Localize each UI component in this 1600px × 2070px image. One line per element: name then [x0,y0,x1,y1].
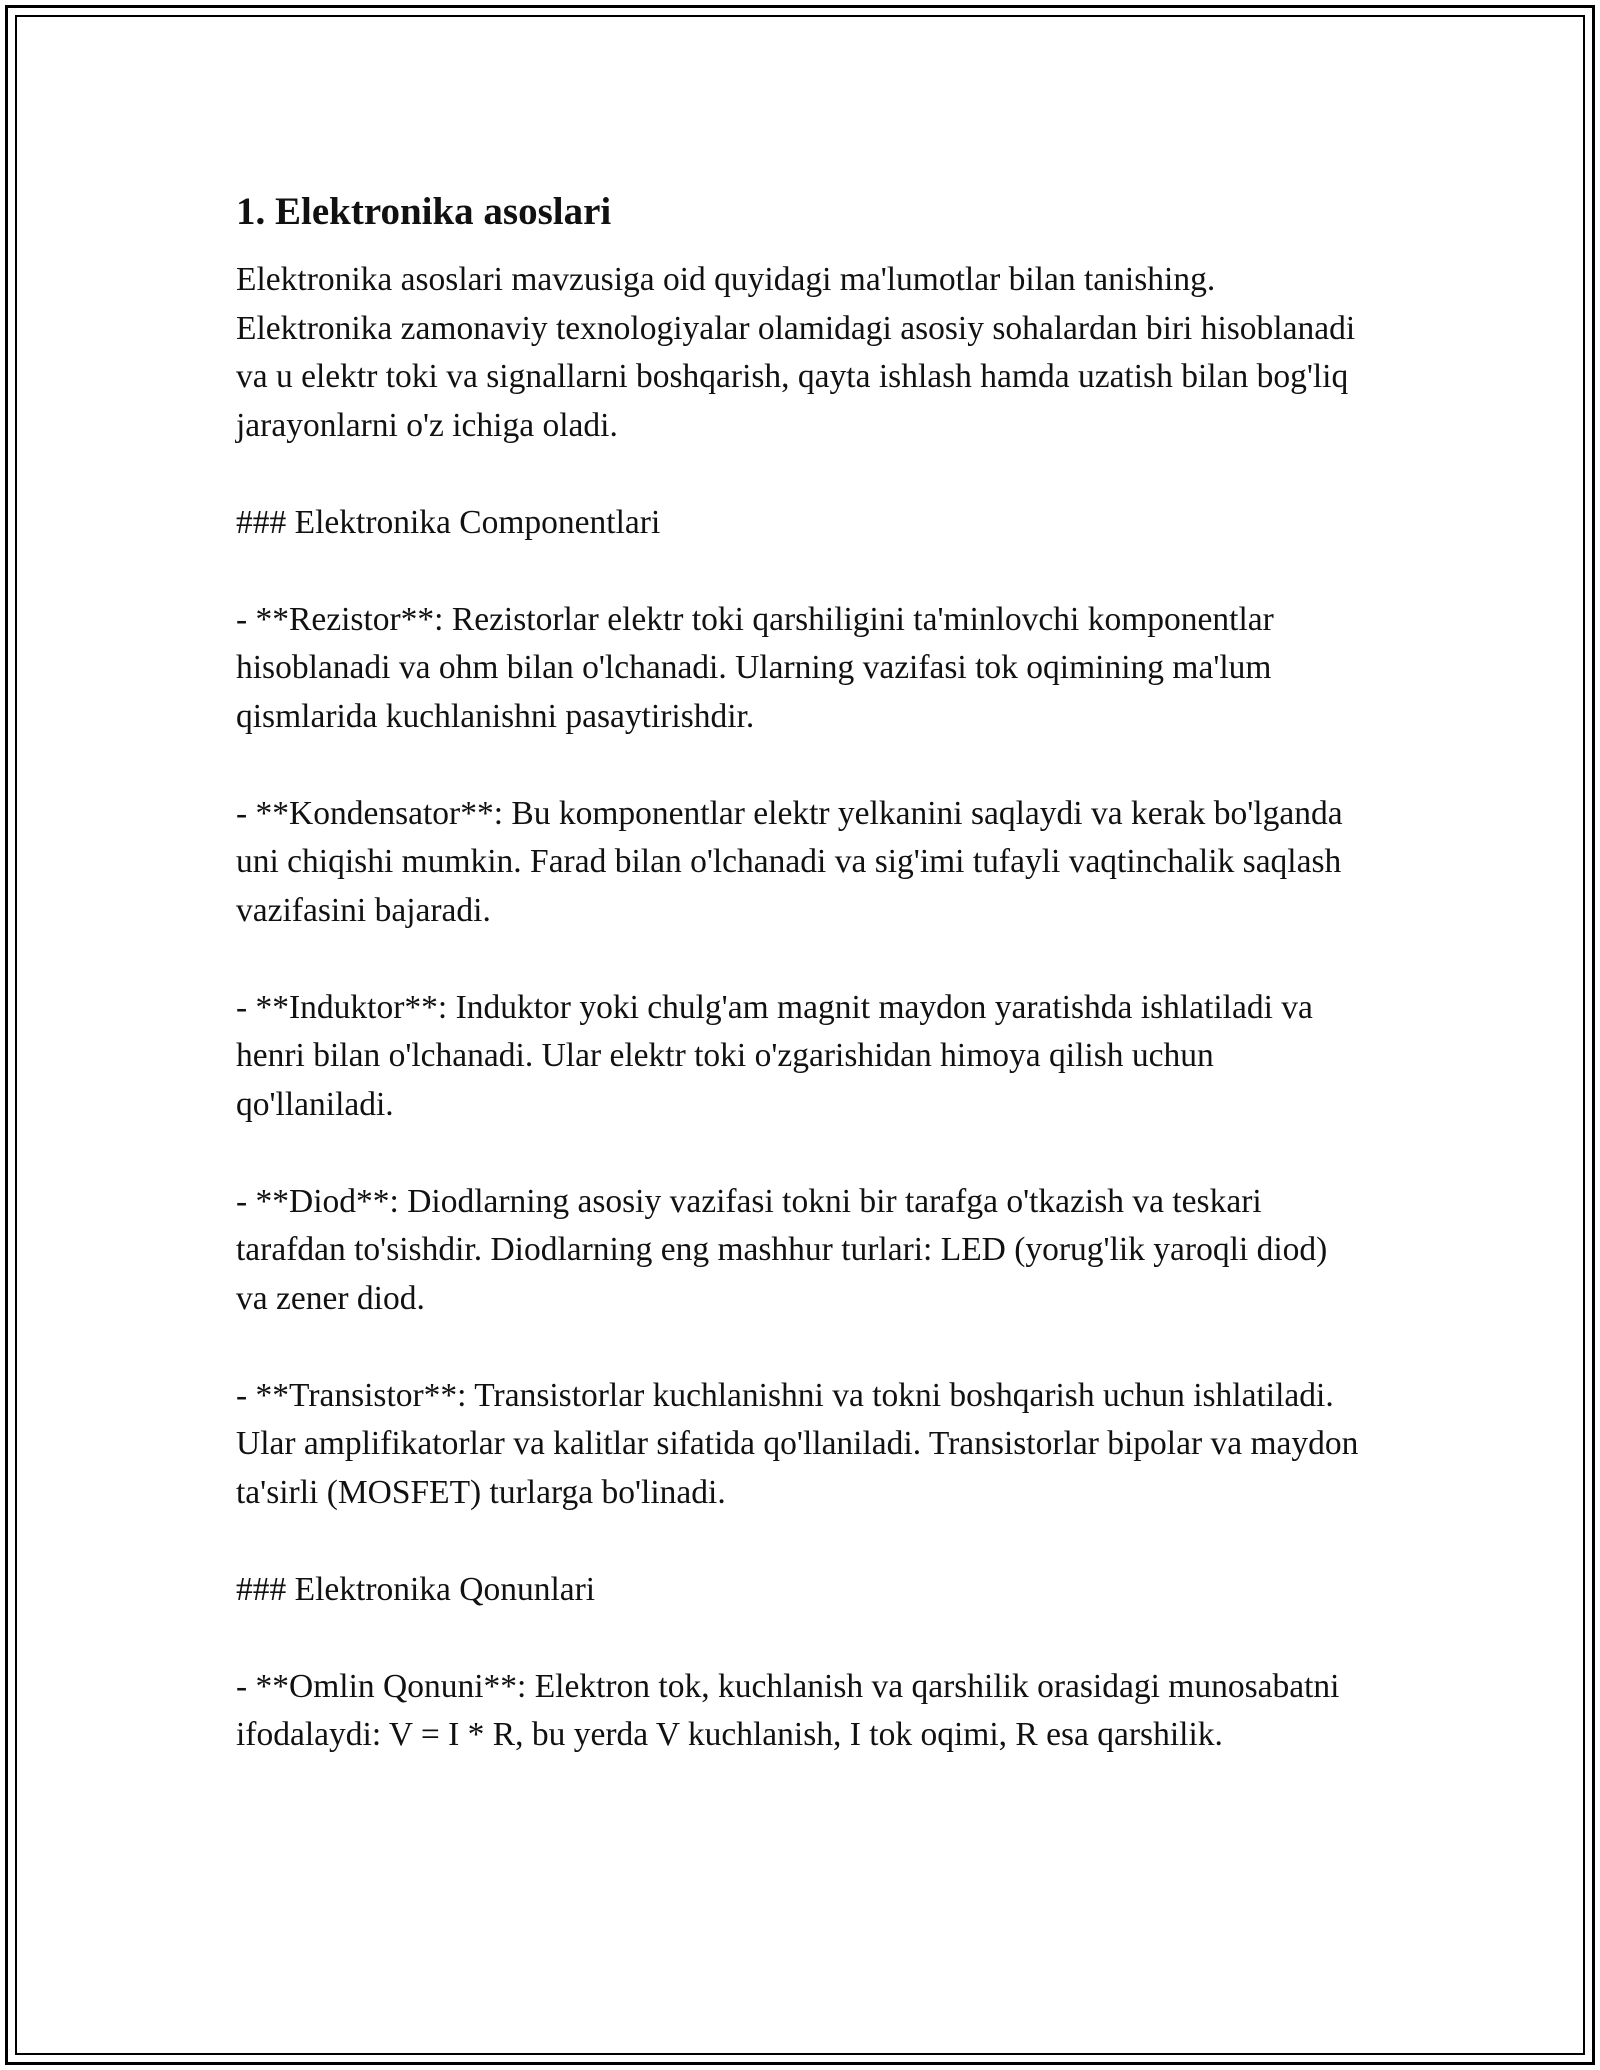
section-heading-laws: ### Elektronika Qonunlari [236,1570,596,1608]
section-heading-components: ### Elektronika Componentlari [236,503,661,541]
list-item-rezistor: - **Rezistor**: Rezistorlar elektr toki qarshiligini ta'minlovchi komponentlar hisoblanadi va ohm bilan o'lchanadi. Ularning vazifasi tok oqimining ma'lum qismlarida kuchlanishni pasaytirishdir. [236,600,1274,735]
list-item-transistor: - **Transistor**: Transistorlar kuchlanishni va tokni boshqarish uchun ishlatiladi. Ular amplifikatorlar va kalitlar sifatida qo'llaniladi. Transistorlar bipolar va maydon ta'sirli (MOSFET) turlarga bo'linadi. [236,1376,1359,1511]
list-item-diod: - **Diod**: Diodlarning asosiy vazifasi tokni bir tarafga o'tkazish va teskari tarafdan to'sishdir. Diodlarning eng mashhur turlari: LED (yorug'lik yaroqli diod) va zener diod. [236,1182,1328,1317]
intro-paragraph: Elektronika asoslari mavzusiga oid quyidagi ma'lumotlar bilan tanishing. Elektronika zamonaviy texnologiyalar olamidagi asosiy sohalardan biri hisoblanadi va u elektr toki va signallarni boshqarish, qayta ishlash hamda uzatish bilan bog'liq jarayonlarni o'z ichiga oladi. [236,261,1356,444]
document-body [236,188,1366,1808]
document-title: 1. Elektronika asoslari [236,190,612,233]
list-item-kondensator: - **Kondensator**: Bu komponentlar elektr yelkanini saqlaydi va kerak bo'lganda uni chiqishi mumkin. Farad bilan o'lchanadi va sig'imi tufayli vaqtinchalik saqlash vazifasini bajaradi. [236,794,1343,929]
list-item-omlin-qonuni: - **Omlin Qonuni**: Elektron tok, kuchlanish va qarshilik orasidagi munosabatni ifodalaydi: V = I * R, bu yerda V kuchlanish, I tok oqimi, R esa qarshilik. [236,1667,1340,1753]
list-item-induktor: - **Induktor**: Induktor yoki chulg'am magnit maydon yaratishda ishlatiladi va henri bilan o'lchanadi. Ular elektr toki o'zgarishidan himoya qilish uchun qo'llaniladi. [236,988,1313,1123]
